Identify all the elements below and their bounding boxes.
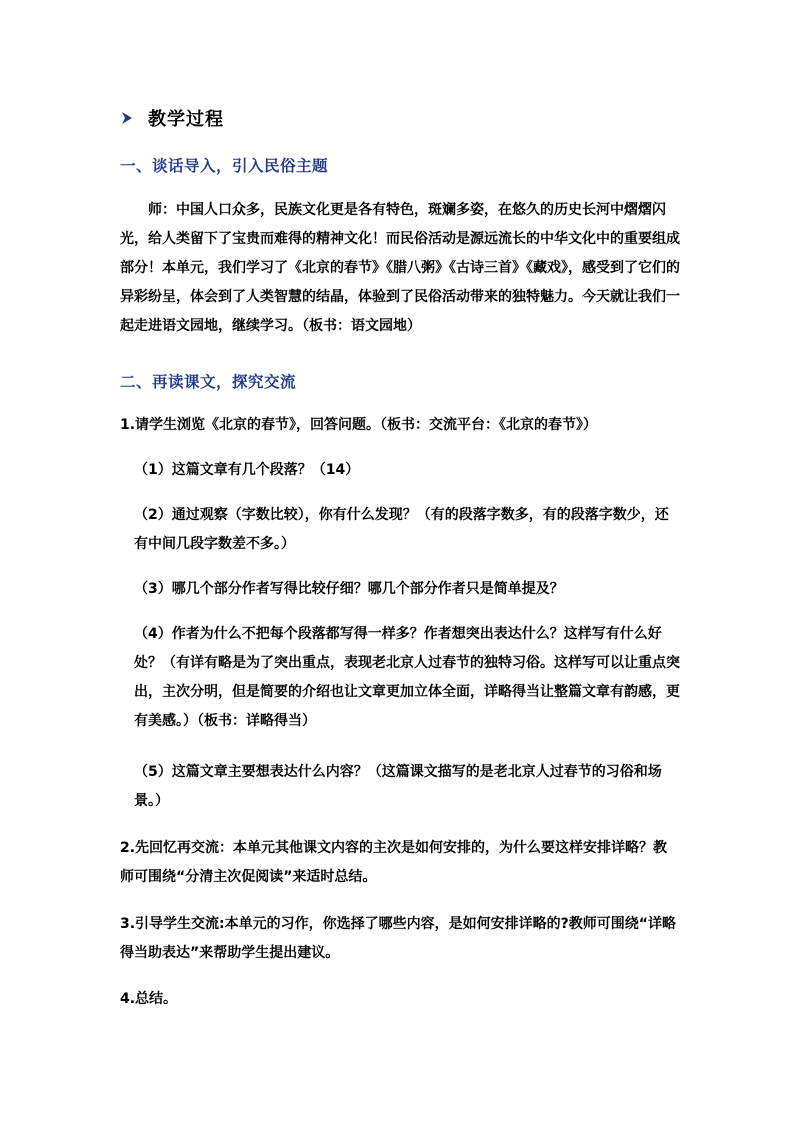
main-heading <box>120 104 224 132</box>
heading-title: 教学过程 <box>148 109 224 130</box>
question-2: （2）通过观察（字数比较），你有什么发现？（有的段落字数多，有的段落字数少，还有中间几段字数差不多。） <box>134 507 669 552</box>
question-4: （4）作者为什么不把每个段落都写得一样多？作者想突出表达什么？这样写有什么好处？（有详有略是为了突出重点，表现老北京人过春节的独特习俗。这样写可以让重点突出，主次分明，但是简要的介绍也让文章更加立体全面，详略得当让整篇文章有韵感，更有美感。）（板书：详略得当） <box>134 626 680 729</box>
section1-title: 一、谈话导入，引入民俗主题 <box>120 157 329 175</box>
question-5: （5）这篇文章主要想表达什么内容？（这篇课文描写的是老北京人过春节的习俗和场景。） <box>134 764 662 809</box>
item-2: 2.先回忆再交流：本单元其他课文内容的主次是如何安排的，为什么要这样安排详略？教师可围绕“分清主次促阅读”来适时总结。 <box>120 840 668 885</box>
arrow-right-icon <box>120 110 134 126</box>
item-4: 4.总结。 <box>120 991 178 1007</box>
item-1: 1.请学生浏览《北京的春节》，回答问题。（板书：交流平台：《北京的春节》） <box>120 417 598 433</box>
section1-paragraph: 师：中国人口众多，民族文化更是各有特色，斑斓多姿，在悠久的历史长河中熠熠闪光，给人类留下了宝贵而难得的精神文化！而民俗活动是源远流长的中华文化中的重要组成部分！本单元，我们学习了《北京的春节》《腊八粥》《古诗三首》《藏戏》，感受到了它们的异彩纷呈，体会到了人类智慧的结晶，体验到了民俗活动带来的独特魅力。今天就让我们一起走进语文园地，继续学习。（板书：语文园地） <box>120 202 680 334</box>
section2-title: 二、再读课文，探究交流 <box>120 373 297 391</box>
question-3: （3）哪几个部分作者写得比较仔细？哪几个部分作者只是简单提及？ <box>134 581 564 597</box>
question-1: （1）这篇文章有几个段落？（14） <box>134 462 360 478</box>
item-3: 3.引导学生交流:本单元的习作，你选择了哪些内容，是如何安排详略的?教师可围绕“详略得当助表达”来帮助学生提出建议。 <box>120 916 676 961</box>
